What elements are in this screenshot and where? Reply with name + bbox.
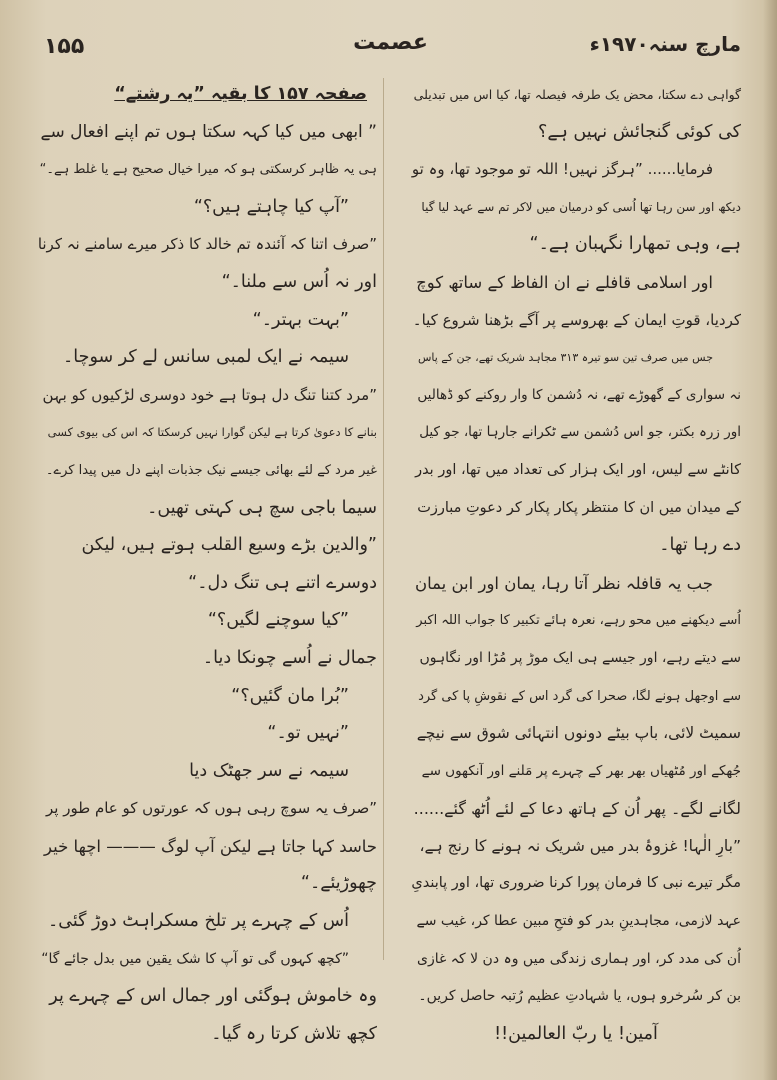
right-column-line: نہ سواری کے گھوڑے تھے، نہ دُشمن کا وار روکنے کو ڈھالیں <box>417 386 741 403</box>
right-column-line: ہے، وہی تمھارا نگہبان ہے۔“ <box>529 234 741 255</box>
right-column-line: جس میں صرف تین سو تیرہ ۳۱۳ مجاہد شریک تھے، جن کے پاس <box>417 351 713 365</box>
right-column-line: سے دیتے رہے، اور جیسے ہی ایک موڑ پر مُڑا اور نگاہوں <box>419 649 741 666</box>
left-column-line: ”کچھ کہوں گی تو آپ کا شک یقین میں بدل جائے گا“ <box>41 950 349 967</box>
issue-date: مارچ سنہ۱۹۷۰ء <box>589 32 741 56</box>
right-column-line: سمیٹ لائی، باپ بیٹے دونوں انتہائی شوق سے نیچے <box>416 724 741 743</box>
left-column-line: اور نہ اُس سے ملنا۔“ <box>221 271 377 292</box>
page-edge-shadow <box>763 0 777 1080</box>
left-column-line: سیما باجی سچ ہی کہتی تھیں۔ <box>147 497 377 518</box>
right-column-line: آمین! یا ربّ العالمین!! <box>494 1023 658 1044</box>
left-column-line: بنانے کا دعویٰ کرتا ہے لیکن گوارا نہیں کرسکتا کہ اس کی بیوی کسی <box>47 425 377 440</box>
right-column-line: فرمایا...... ”ہرگز نہیں! اللہ تو موجود تھا، وہ تو <box>411 160 713 179</box>
magazine-name: عصمت <box>353 30 428 55</box>
right-column-line: کردیا، قوتِ ایمان کے بھروسے پر آگے بڑھنا شروع کیا۔ <box>412 310 741 329</box>
left-column-line: ”کیا سوچنے لگیں؟“ <box>207 610 349 631</box>
right-column-line: کی کوئی گنجائش نہیں ہے؟ <box>538 121 741 142</box>
right-column-line: دیکھ اور سن رہا تھا اُسی کو درمیان میں لاکر تم سے عہد لیا گیا <box>421 199 741 214</box>
right-column-line: اُن کی مدد کر، اور ہماری زندگی میں وہ دن لا کہ غازی <box>417 950 741 967</box>
right-column-line: گواہی دے سکتا، محض یک طرفہ فیصلہ تھا، کیا اس میں تبدیلی <box>413 87 741 102</box>
left-column-line: ہی یہ ظاہر کرسکتی ہو کہ میرا خیال صحیح ہے یا غلط ہے۔“ <box>39 162 377 178</box>
left-column-line: سیمہ نے سر جھٹک دیا <box>189 760 349 781</box>
left-column-line: غیر مرد کے لئے بھائی جیسے نیک جذبات اپنے دل میں پیدا کرے۔ <box>45 462 377 478</box>
left-column-line: ”صرف اتنا کہ آئندہ تم خالد کا ذکر میرے سامنے نہ کرنا <box>37 235 377 254</box>
left-column-line: ”آپ کیا چاہتے ہیں؟“ <box>193 196 349 217</box>
right-column-line: لگانے لگے۔ پھر اُن کے ہاتھ دعا کے لئے اُٹھ گئے...... <box>413 799 741 819</box>
right-column-line: عہد لازمی، مجاہدینِ بدر کو فتحِ مبین عطا کر، غیب سے <box>416 913 741 930</box>
left-column-line: حاسد کہا جاتا ہے لیکن آپ لوگ ——— اچھا خیر <box>44 836 377 856</box>
left-column-line: ”بُرا مان گئیں؟“ <box>231 685 349 706</box>
left-column-line: وہ خاموش ہوگئی اور جمال اس کے چہرے پر <box>49 986 377 1007</box>
left-column-line: صفحہ ۱۵۷ کا بقیہ ”یہ رشتے“ <box>114 84 367 104</box>
left-column <box>37 76 377 1053</box>
right-column-line: ”بارِ الٰہا! غزوۂ بدر میں شریک نہ ہونے کا رنج ہے، <box>419 836 741 855</box>
left-column-line: ” ابھی میں کیا کہہ سکتا ہوں تم اپنے افعال سے <box>40 121 377 142</box>
left-column-line: ”صرف یہ سوچ رہی ہوں کہ عورتوں کو عام طور پر <box>46 799 377 818</box>
right-column-line: بن کر سُرخرو ہوں، یا شہادتِ عظیم رُتبہ حاصل کریں۔ <box>418 988 741 1005</box>
left-column-line: چھوڑیئے۔“ <box>300 873 377 894</box>
right-column-line: اور اسلامی قافلے نے ان الفاظ کے ساتھ کوچ <box>416 272 713 292</box>
left-column-line: ”بہت بہتر۔“ <box>252 309 349 330</box>
left-column-line: ”والدین بڑے وسیع القلب ہوتے ہیں، لیکن <box>81 535 377 556</box>
page-number: ۱۵۵ <box>44 34 85 59</box>
right-column-line: مگر تیرے نبی کا فرمان پورا کرنا ضروری تھا، اور پابندیِ <box>411 875 741 892</box>
right-column-line: اور زرہ بکتر، جو اس دُشمن سے ٹکرانے جارہا تھا، جو کیل <box>419 424 741 441</box>
right-column-line: جب یہ قافلہ نظر آتا رہا، یمان اور ابن یمان <box>414 573 713 593</box>
right-column-line: اُسے دیکھنے میں محو رہے، نعرہ ہائے تکبیر کا جواب اللہ اکبر <box>416 613 741 629</box>
right-column-line: جُھکے اور مُٹھیاں بھر بھر کے چہرے پر مَلنے اور آنکھوں سے <box>421 762 741 779</box>
right-column <box>411 76 741 1053</box>
left-column-line: دوسرے اتنے ہی تنگ دل۔“ <box>188 572 377 593</box>
right-column-line: کے میدان میں ان کا منتظر پکار پکار کر دعوتِ مبارزت <box>417 499 741 516</box>
right-column-line: دے رہا تھا۔ <box>659 535 741 556</box>
left-column-line: ”مرد کتنا تنگ دل ہوتا ہے خود دوسری لڑکیوں کو بہن <box>42 385 377 404</box>
column-divider <box>383 78 384 960</box>
left-column-line: کچھ تلاش کرتا رہ گیا۔ <box>211 1023 377 1044</box>
left-column-line: سیمہ نے ایک لمبی سانس لے کر سوچا۔ <box>63 347 349 368</box>
left-column-line: جمال نے اُسے چونکا دیا۔ <box>202 647 377 668</box>
left-column-line: اُس کے چہرے پر تلخ مسکراہٹ دوڑ گئی۔ <box>48 911 349 932</box>
left-column-line: ”نہیں تو۔“ <box>267 723 349 744</box>
page-header <box>40 28 741 68</box>
right-column-line: کانٹے سے لیس، اور ایک ہزار کی تعداد میں تھا، اور بدر <box>415 461 741 478</box>
right-column-line: سے اوجھل ہونے لگا، صحرا کی گرد اس کے نقوشِ پا کی گرد <box>418 688 741 704</box>
